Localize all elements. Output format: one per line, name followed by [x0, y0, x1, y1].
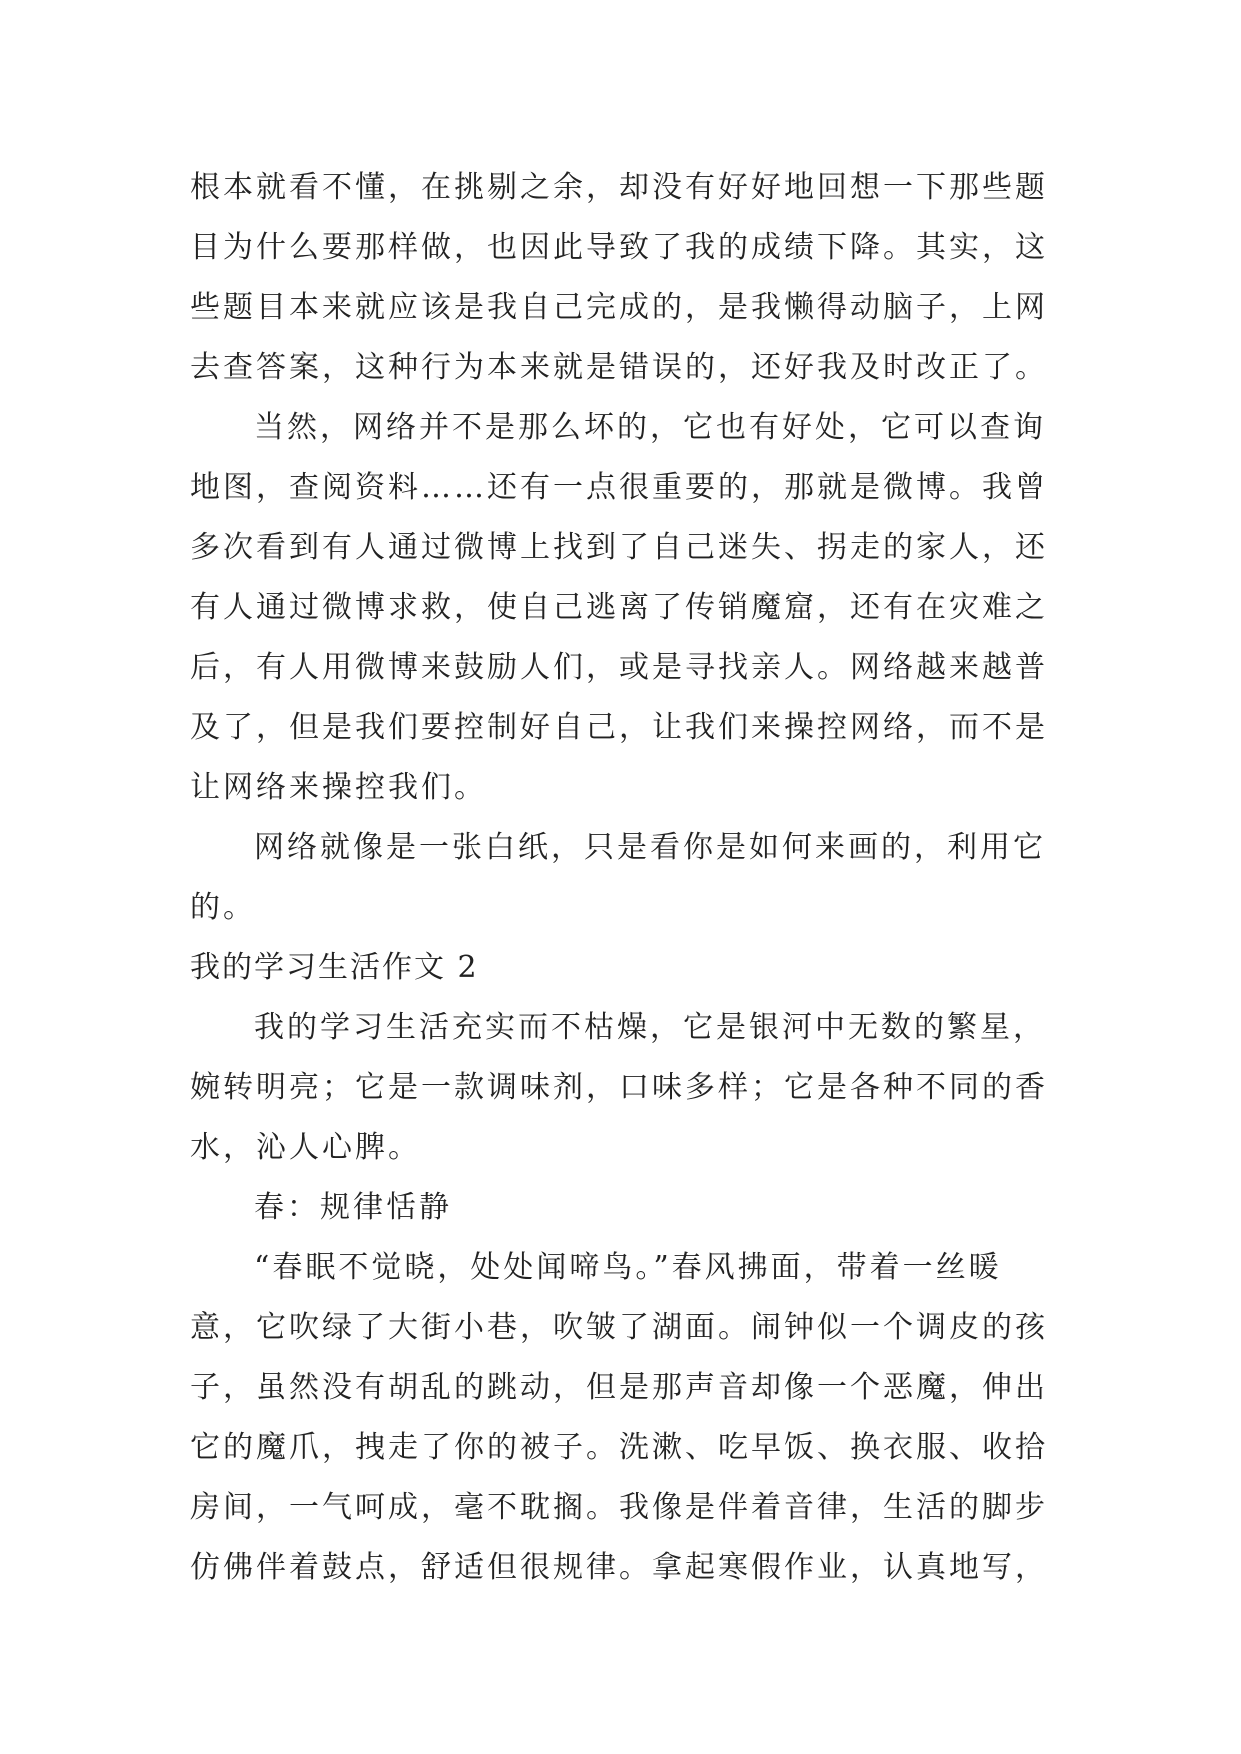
paragraph-6 — [190, 1238, 1060, 1598]
text-line: 根本就看不懂，在挑剔之余，却没有好好地回想一下那些题 — [190, 170, 1048, 205]
paragraph-2 — [190, 398, 1060, 818]
paragraph-1 — [190, 158, 1060, 398]
paragraph-5 — [190, 1178, 1060, 1238]
text-line: 我的学习生活充实而不枯燥，它是银河中无数的繁星， — [254, 1010, 1046, 1045]
paragraph-4 — [190, 998, 1060, 1178]
text-line: 及了，但是我们要控制好自己，让我们来操控网络，而不是 — [190, 710, 1048, 745]
text-line: 目为什么要那样做，也因此导致了我的成绩下降。其实，这 — [190, 230, 1048, 265]
text-line: 意，它吹绿了大街小巷，吹皱了湖面。闹钟似一个调皮的孩 — [190, 1310, 1048, 1345]
text-line: 去查答案，这种行为本来就是错误的，还好我及时改正了。 — [190, 350, 1048, 385]
text-line: 地图，查阅资料……还有一点很重要的，那就是微博。我曾 — [190, 470, 1048, 505]
section-heading: 我的学习生活作文 2 — [190, 950, 479, 985]
text-line: 的。 — [190, 890, 256, 925]
text-line: 婉转明亮；它是一款调味剂，口味多样；它是各种不同的香 — [190, 1070, 1048, 1105]
document-body — [190, 158, 1060, 1598]
text-line: 房间，一气呵成，毫不耽搁。我像是伴着音律，生活的脚步 — [190, 1490, 1048, 1525]
paragraph-3 — [190, 818, 1060, 938]
text-line: “春眠不觉晓，处处闻啼鸟。”春风拂面，带着一丝暖 — [254, 1250, 1002, 1285]
text-line: 有人通过微博求救，使自己逃离了传销魔窟，还有在灾难之 — [190, 590, 1048, 625]
text-line: 多次看到有人通过微博上找到了自己迷失、拐走的家人，还 — [190, 530, 1048, 565]
text-line: 当然，网络并不是那么坏的，它也有好处，它可以查询 — [254, 410, 1046, 445]
text-line: 些题目本来就应该是我自己完成的，是我懒得动脑子，上网 — [190, 290, 1048, 325]
text-line: 它的魔爪，拽走了你的被子。洗漱、吃早饭、换衣服、收拾 — [190, 1430, 1048, 1465]
text-line: 后，有人用微博来鼓励人们，或是寻找亲人。网络越来越普 — [190, 650, 1048, 685]
text-line: 让网络来操控我们。 — [190, 770, 487, 805]
text-line: 子，虽然没有胡乱的跳动，但是那声音却像一个恶魔，伸出 — [190, 1370, 1048, 1405]
text-line: 水，沁人心脾。 — [190, 1130, 421, 1165]
text-line: 网络就像是一张白纸，只是看你是如何来画的，利用它 — [254, 830, 1046, 865]
text-line: 仿佛伴着鼓点，舒适但很规律。拿起寒假作业，认真地写， — [190, 1550, 1048, 1585]
text-line: 春：规律恬静 — [254, 1190, 452, 1225]
